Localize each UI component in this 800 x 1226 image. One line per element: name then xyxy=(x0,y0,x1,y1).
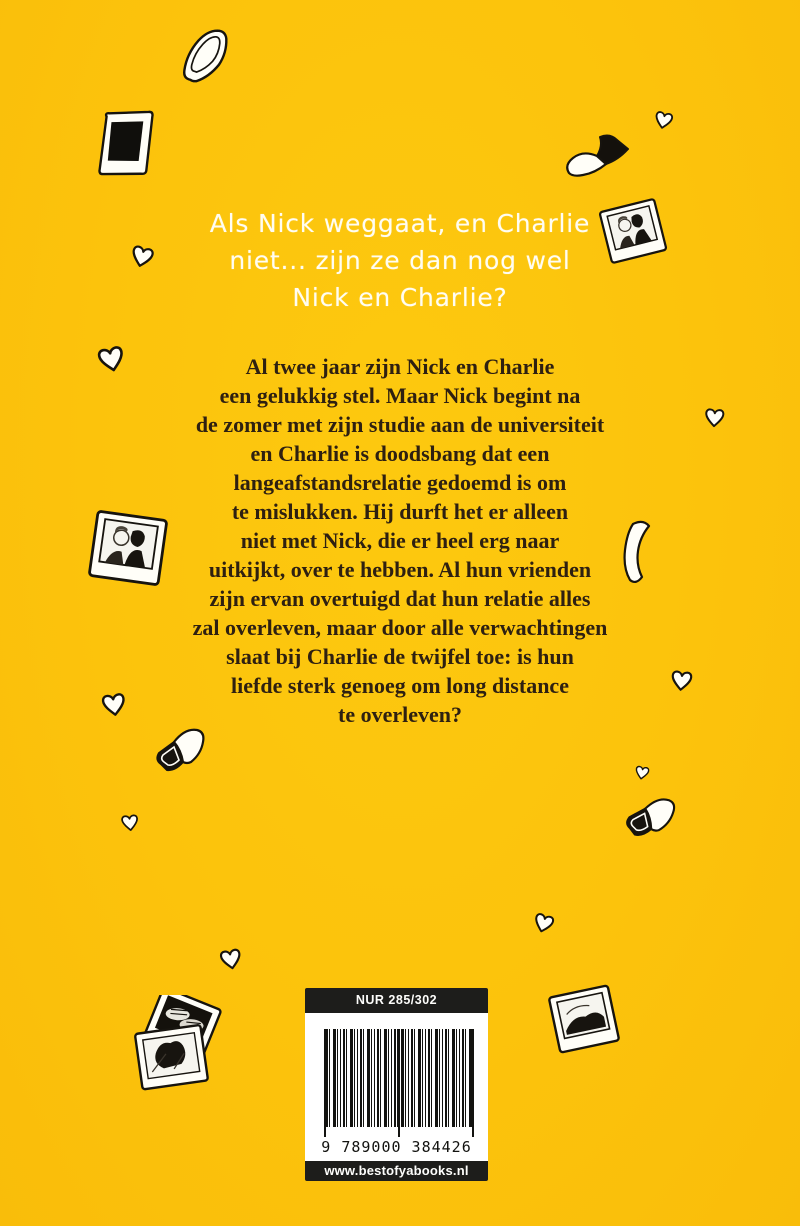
barcode-guard-bar xyxy=(398,1029,400,1137)
nur-label: NUR 285/302 xyxy=(305,988,488,1013)
blurb-line: een gelukkig stel. Maar Nick begint na xyxy=(219,383,581,408)
blurb-line: zijn ervan overtuigd dat hun relatie alles xyxy=(209,586,591,611)
ribbon-paper-icon xyxy=(564,134,634,180)
blurb-line: slaat bij Charlie de twijfel toe: is hun xyxy=(226,644,574,669)
blurb-line: zal overleven, maar door alle verwachtingen xyxy=(192,615,608,640)
black-polaroid-icon xyxy=(96,107,157,181)
blurb-line: de zomer met zijn studie aan de universiteit xyxy=(195,412,605,437)
tagline xyxy=(0,205,800,316)
heart-icon xyxy=(528,907,559,940)
blank-card-icon xyxy=(173,21,239,91)
tagline-line: niet... zijn ze dan nog wel xyxy=(229,246,571,275)
heart-icon xyxy=(650,107,677,134)
tagline-line: Als Nick weggaat, en Charlie xyxy=(209,209,591,238)
blurb-line: uitkijkt, over te hebben. Al hun vrienden xyxy=(208,557,592,582)
polaroid-stack-icon xyxy=(133,995,225,1091)
publisher-website: www.bestofyabooks.nl xyxy=(305,1161,488,1181)
blurb-line: langeafstandsrelatie gedoemd is om xyxy=(233,470,567,495)
blurb-line: liefde sterk genoeg om long distance xyxy=(231,673,569,698)
blurb-line: en Charlie is doodsbang dat een xyxy=(250,441,550,466)
heart-icon xyxy=(118,811,142,835)
barcode-block xyxy=(305,988,488,1181)
blurb-line: Al twee jaar zijn Nick en Charlie xyxy=(245,354,555,379)
page-fold-icon xyxy=(147,722,211,778)
page-fold-icon xyxy=(614,783,684,851)
blurb-line: niet met Nick, die er heel erg naar xyxy=(240,528,560,553)
barcode-guard-bar xyxy=(324,1029,326,1137)
heart-icon xyxy=(631,762,652,785)
blurb-line: te overleven? xyxy=(338,702,462,727)
blurb xyxy=(0,352,800,729)
ean-number: 9 789000 384426 xyxy=(321,1138,472,1156)
blurb-line: te mislukken. Hij durft het er alleen xyxy=(231,499,569,524)
tagline-line: Nick en Charlie? xyxy=(292,283,508,312)
barcode-panel xyxy=(305,1013,488,1161)
barcode-guard-bar xyxy=(472,1029,474,1137)
photo-polaroid-icon xyxy=(544,982,625,1055)
heart-icon xyxy=(215,944,247,975)
